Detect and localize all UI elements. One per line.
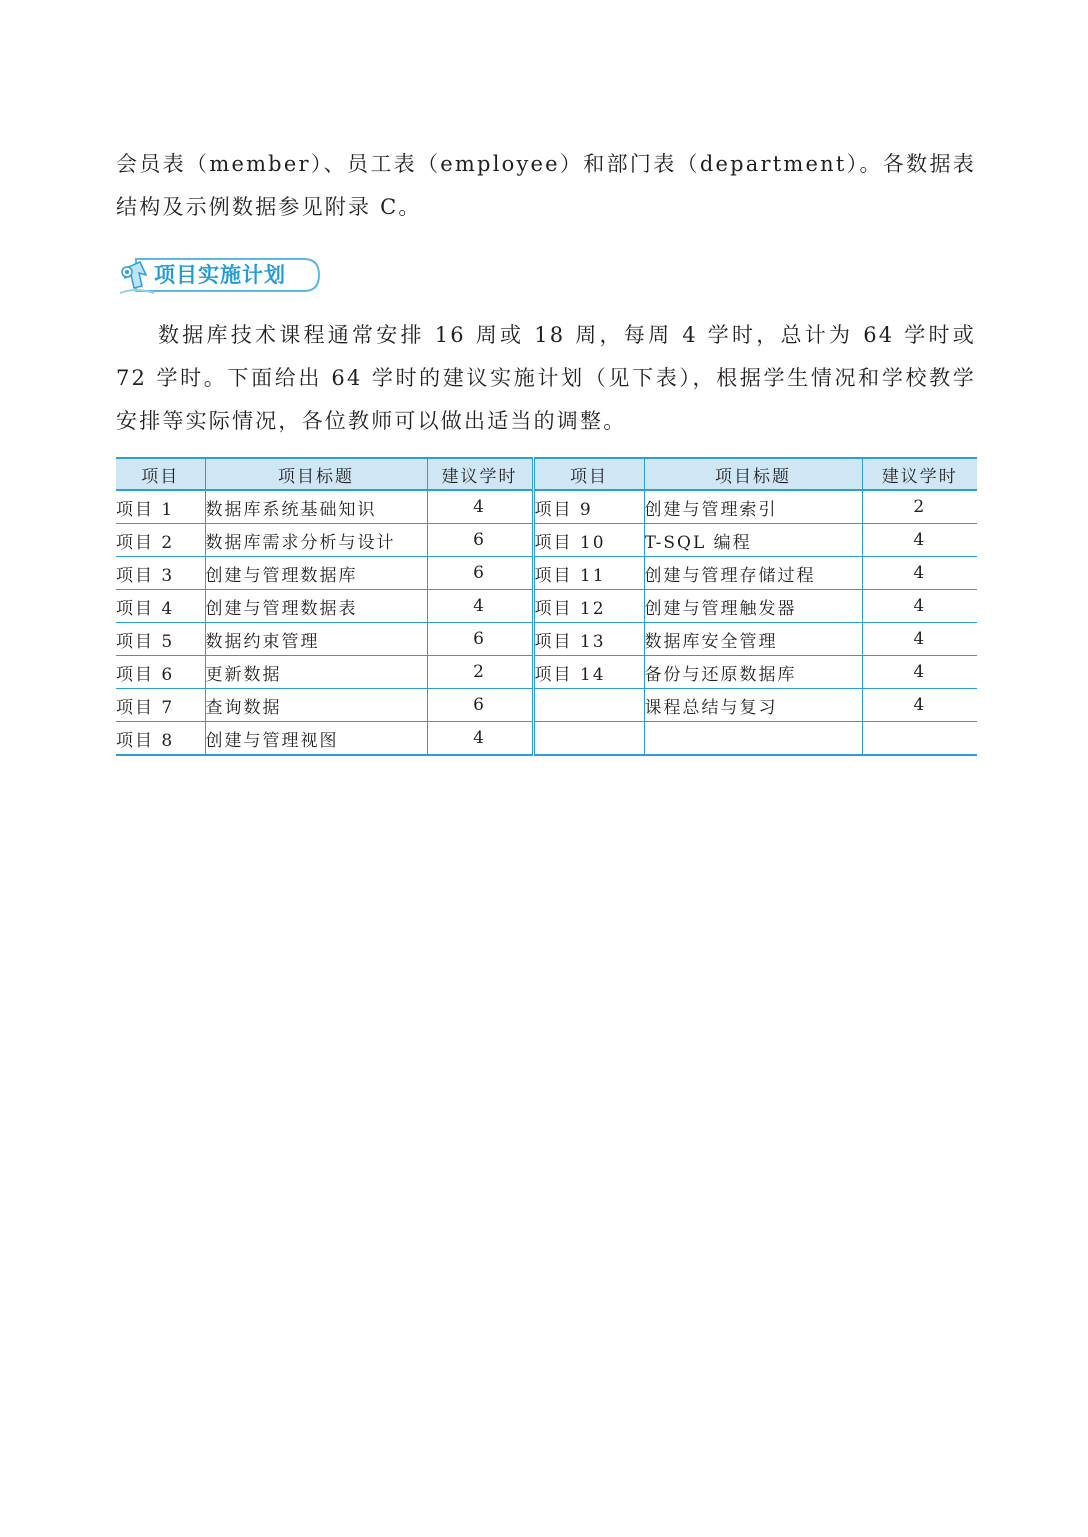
project-title: 备份与还原数据库 [644,656,862,689]
header-hours: 建议学时 [427,458,533,490]
project-hours [862,722,977,756]
project-title: 创建与管理数据表 [205,590,427,623]
project-hours: 4 [862,590,977,623]
project-hours: 4 [427,722,533,756]
project-id: 项目 14 [533,656,644,689]
project-id: 项目 3 [116,557,205,590]
implementation-plan-table [116,457,977,756]
project-id [533,722,644,756]
project-hours: 4 [862,557,977,590]
project-id: 项目 5 [116,623,205,656]
table-header-row [116,458,977,490]
project-title: 创建与管理数据库 [205,557,427,590]
project-title: 创建与管理视图 [205,722,427,756]
project-id: 项目 11 [533,557,644,590]
project-id: 项目 2 [116,524,205,557]
project-title: 数据库安全管理 [644,623,862,656]
project-id: 项目 9 [533,490,644,524]
header-project: 项目 [533,458,644,490]
header-hours: 建议学时 [862,458,977,490]
project-title: 创建与管理存储过程 [644,557,862,590]
project-title: 课程总结与复习 [644,689,862,722]
project-hours: 6 [427,623,533,656]
project-id [533,689,644,722]
project-hours: 6 [427,524,533,557]
project-hours: 4 [427,490,533,524]
project-id: 项目 4 [116,590,205,623]
project-hours: 4 [862,656,977,689]
table-row [116,557,977,590]
section-heading-label: 项目实施计划 [154,263,286,287]
project-id: 项目 7 [116,689,205,722]
project-hours: 4 [427,590,533,623]
table-row [116,623,977,656]
project-id: 项目 13 [533,623,644,656]
project-title: 数据约束管理 [205,623,427,656]
table-row [116,524,977,557]
project-hours: 2 [862,490,977,524]
table-row [116,490,977,524]
table-row [116,656,977,689]
section-heading [114,253,322,297]
table-row [116,590,977,623]
project-id: 项目 6 [116,656,205,689]
project-id: 项目 8 [116,722,205,756]
project-title: 查询数据 [205,689,427,722]
project-title: 数据库需求分析与设计 [205,524,427,557]
project-title: 数据库系统基础知识 [205,490,427,524]
table-row [116,722,977,756]
project-title: 创建与管理触发器 [644,590,862,623]
project-id: 项目 10 [533,524,644,557]
project-title [644,722,862,756]
table-row [116,689,977,722]
project-hours: 4 [862,689,977,722]
project-hours: 6 [427,557,533,590]
project-hours: 2 [427,656,533,689]
header-project: 项目 [116,458,205,490]
project-title: 更新数据 [205,656,427,689]
header-title: 项目标题 [644,458,862,490]
project-id: 项目 12 [533,590,644,623]
plan-paragraph: 数据库技术课程通常安排 16 周或 18 周，每周 4 学时，总计为 64 学时或 72 学时。下面给出 64 学时的建议实施计划（见下表），根据学生情况和学校教学安排等实际情况，各位教师可以做出适当的调整。 [116,323,976,433]
project-id: 项目 1 [116,490,205,524]
project-hours: 4 [862,623,977,656]
intro-paragraph: 会员表（member）、员工表（employee）和部门表（department）。各数据表结构及示例数据参见附录 C。 [116,152,976,219]
project-title: 创建与管理索引 [644,490,862,524]
project-hours: 6 [427,689,533,722]
project-title: T-SQL 编程 [644,524,862,557]
project-hours: 4 [862,524,977,557]
header-title: 项目标题 [205,458,427,490]
